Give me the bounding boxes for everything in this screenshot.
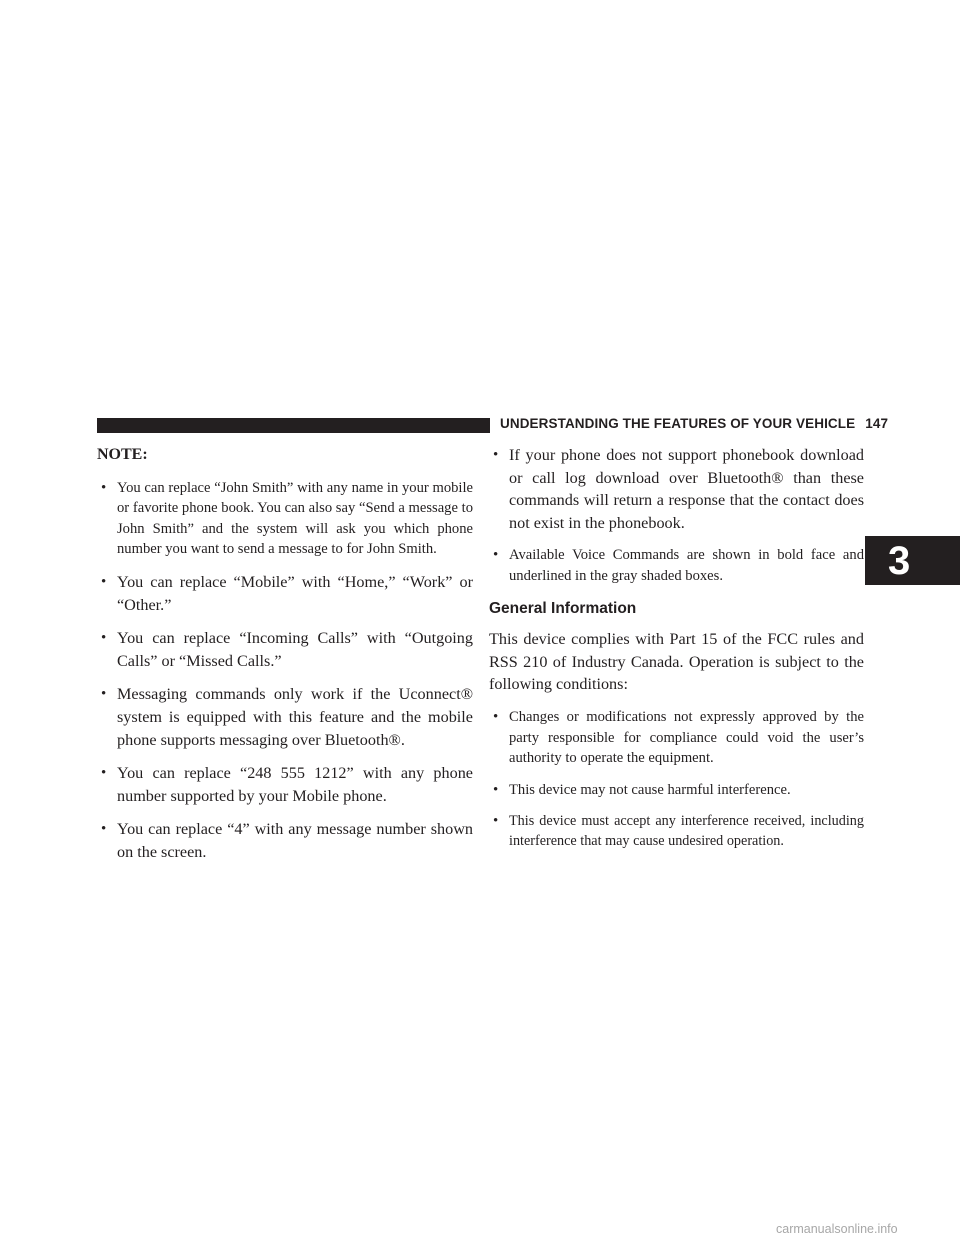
body-paragraph: This device complies with Part 15 of the FCC rules and RSS 210 of Industry Canada. Operation is subject to the following conditions: [489,630,864,694]
bullet-icon: • [493,708,499,725]
section-heading: General Information [489,599,637,617]
list-item: • You can replace “Mobile” with “Home,” “Work” or “Other.” [101,572,473,614]
list-item: • You can replace “John Smith” with any name in your mobile or favorite phone book. You can also say “Send a message to John Smith” and the system will ask you which phone number you want to send a message to for John Smith. [101,479,473,558]
list-item: • You can replace “Incoming Calls” with “Outgoing Calls” or “Missed Calls.” [101,629,473,670]
list-item: • You can replace “4” with any message number shown on the screen. [101,820,473,861]
list-item: • You can replace “248 555 1212” with any phone number supported by your Mobile phone. [101,764,473,805]
note-label: NOTE: [97,446,148,463]
header-rule [97,418,490,433]
list-item: • Changes or modifications not expressly approved by the party responsible for compliance could void the user’s authority to operate the equipment. [493,708,864,767]
conditions-list [489,707,864,851]
running-header [500,416,888,431]
bullet-icon: • [101,765,107,782]
bullet-icon: • [101,821,107,838]
bullet-icon: • [493,447,499,463]
bullet-icon: • [493,547,499,564]
right-column [489,444,864,862]
bullet-icon: • [101,479,107,496]
list-item: • This device may not cause harmful interference. [489,780,864,801]
list-item: • This device must accept any interference received, including interference that may cause undesired operation. [493,813,864,850]
watermark: carmanualsonline.info [776,1222,898,1236]
list-item: • Available Voice Commands are shown in bold face and underlined in the gray shaded boxes. [493,547,864,584]
list-item: • If your phone does not support phonebook download or call log download over Bluetooth® than these commands will return a response that the contact does not exist in the phonebook. [493,446,864,532]
bullet-icon: • [101,573,107,590]
bullet-icon: • [101,630,107,647]
bullet-icon: • [101,686,107,703]
note-list [97,478,473,864]
bullet-icon: • [493,781,499,798]
bullet-icon: • [493,813,499,830]
header-title: UNDERSTANDING THE FEATURES OF YOUR VEHICLE [500,416,856,431]
voice-notes-list [489,444,864,587]
chapter-number: 3 [888,539,911,583]
list-item: • Messaging commands only work if the Uconnect® system is equipped with this feature and the mobile phone supports messaging over Bluetooth®. [101,685,473,749]
left-column [97,444,473,875]
page-number: 147 [865,416,889,431]
chapter-tab [865,536,960,585]
